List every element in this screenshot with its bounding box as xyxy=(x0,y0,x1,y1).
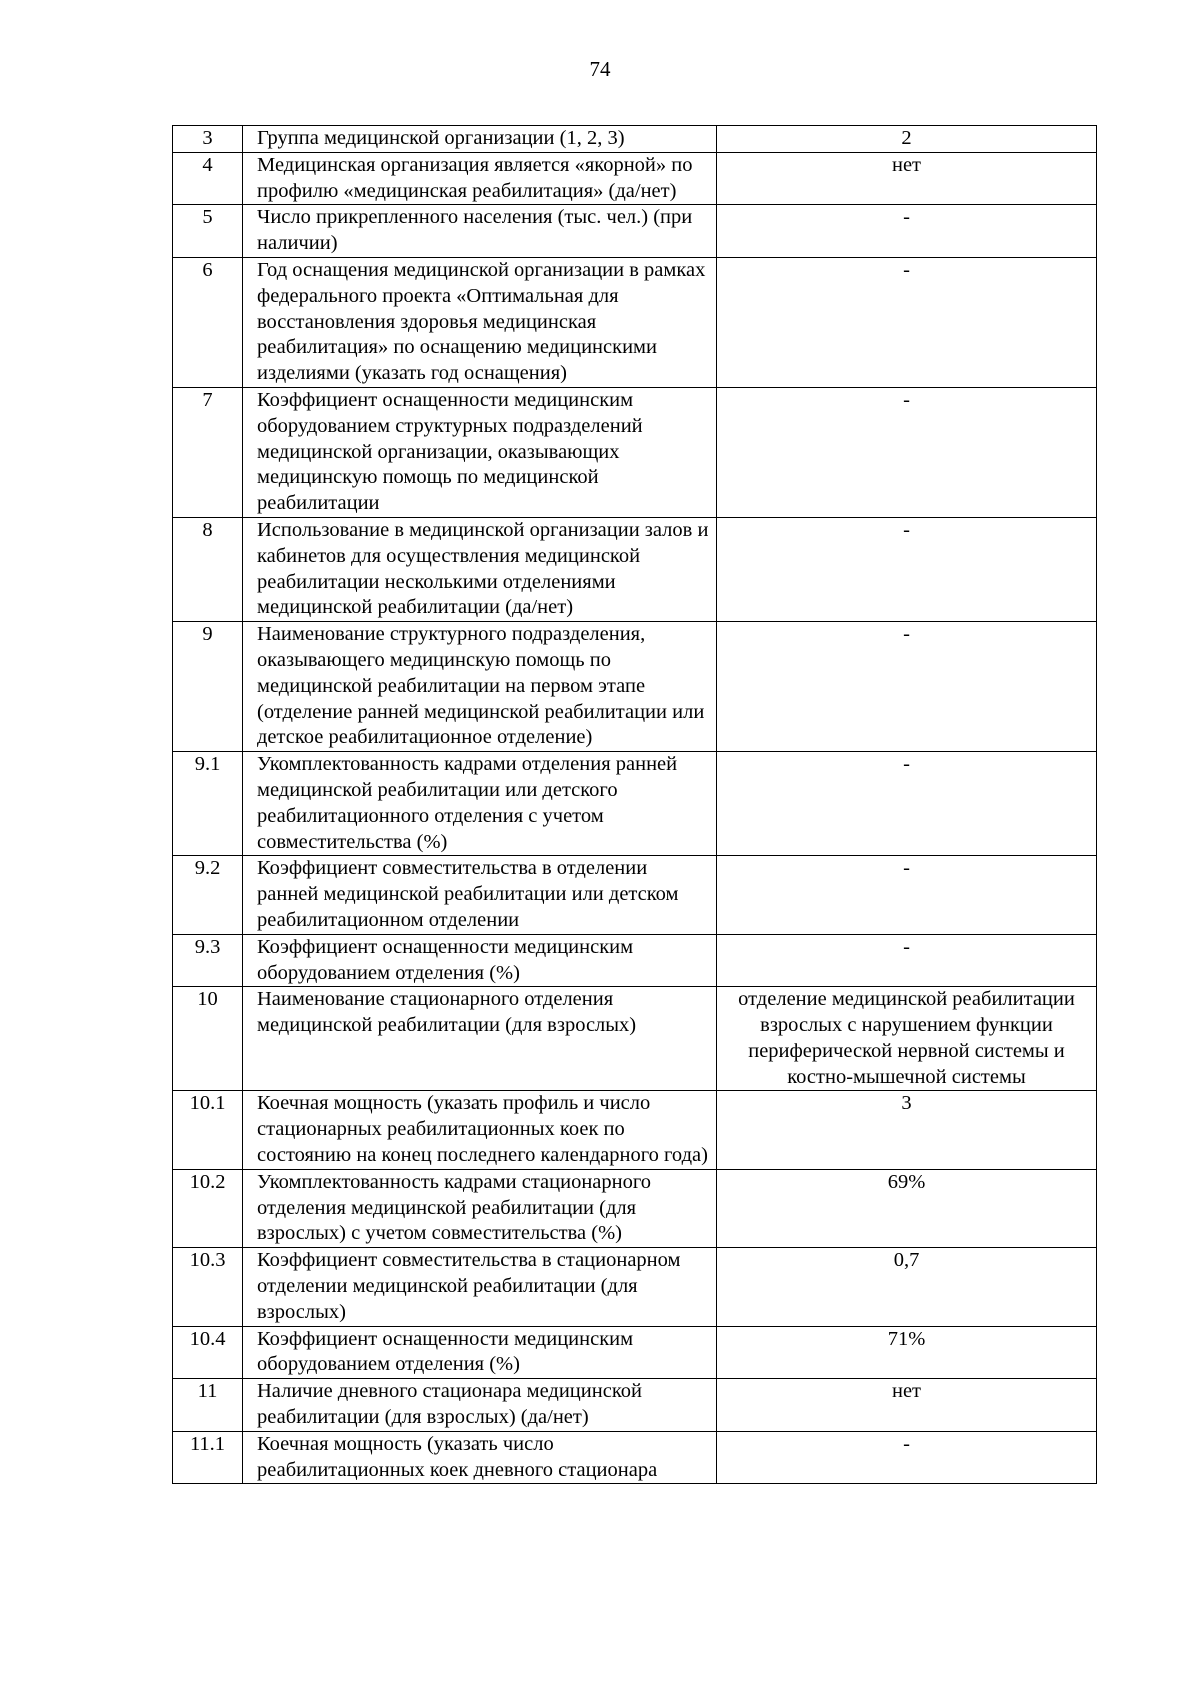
row-number: 10.3 xyxy=(173,1248,243,1326)
table-row xyxy=(173,934,1097,987)
row-value: - xyxy=(717,856,1097,934)
row-value: нет xyxy=(717,152,1097,205)
table-row xyxy=(173,1248,1097,1326)
row-number: 10.1 xyxy=(173,1091,243,1169)
row-description: Год оснащения медицинской организации в рамках федерального проекта «Оптимальная для восстановления здоровья медицинская реабилитация» по оснащению медицинскими изделиями (указать год оснащения) xyxy=(243,257,717,387)
row-description: Коечная мощность (указать число реабилитационных коек дневного стационара xyxy=(243,1431,717,1484)
row-description: Коэффициент совместительства в стационарном отделении медицинской реабилитации (для взрослых) xyxy=(243,1248,717,1326)
row-value: - xyxy=(717,622,1097,752)
table-row xyxy=(173,517,1097,621)
row-value: нет xyxy=(717,1379,1097,1432)
row-number: 6 xyxy=(173,257,243,387)
row-value: - xyxy=(717,205,1097,258)
row-number: 10.2 xyxy=(173,1169,243,1247)
table-row xyxy=(173,1431,1097,1484)
table-row xyxy=(173,856,1097,934)
row-number: 8 xyxy=(173,517,243,621)
row-number: 9.3 xyxy=(173,934,243,987)
row-value: 71% xyxy=(717,1326,1097,1379)
row-value: - xyxy=(717,1431,1097,1484)
table-row xyxy=(173,205,1097,258)
row-value: - xyxy=(717,752,1097,856)
table-row xyxy=(173,1326,1097,1379)
row-description: Наличие дневного стационара медицинской реабилитации (для взрослых) (да/нет) xyxy=(243,1379,717,1432)
row-description: Коэффициент оснащенности медицинским оборудованием отделения (%) xyxy=(243,934,717,987)
row-description: Наименование структурного подразделения, оказывающего медицинскую помощь по медицинской реабилитации на первом этапе (отделение ранней медицинской реабилитации или детское реабилитационное отделение) xyxy=(243,622,717,752)
row-value: - xyxy=(717,517,1097,621)
row-value: - xyxy=(717,257,1097,387)
table-row xyxy=(173,622,1097,752)
indicator-table xyxy=(172,125,1097,1484)
row-description: Наименование стационарного отделения медицинской реабилитации (для взрослых) xyxy=(243,987,717,1091)
row-number: 4 xyxy=(173,152,243,205)
table-row xyxy=(173,1169,1097,1247)
row-number: 11 xyxy=(173,1379,243,1432)
table-row xyxy=(173,987,1097,1091)
row-number: 9 xyxy=(173,622,243,752)
row-value: 2 xyxy=(717,126,1097,153)
row-value: - xyxy=(717,387,1097,517)
row-description: Укомплектованность кадрами стационарного отделения медицинской реабилитации (для взрослых) с учетом совместительства (%) xyxy=(243,1169,717,1247)
table-row xyxy=(173,1379,1097,1432)
row-description: Число прикрепленного населения (тыс. чел.) (при наличии) xyxy=(243,205,717,258)
row-number: 7 xyxy=(173,387,243,517)
row-description: Медицинская организация является «якорной» по профилю «медицинская реабилитация» (да/нет) xyxy=(243,152,717,205)
table-row xyxy=(173,257,1097,387)
table-row xyxy=(173,126,1097,153)
row-value: 69% xyxy=(717,1169,1097,1247)
row-number: 10.4 xyxy=(173,1326,243,1379)
row-description: Коэффициент совместительства в отделении ранней медицинской реабилитации или детском реабилитационном отделении xyxy=(243,856,717,934)
row-number: 3 xyxy=(173,126,243,153)
row-number: 11.1 xyxy=(173,1431,243,1484)
row-description: Коэффициент оснащенности медицинским оборудованием структурных подразделений медицинской организации, оказывающих медицинскую помощь по медицинской реабилитации xyxy=(243,387,717,517)
row-description: Группа медицинской организации (1, 2, 3) xyxy=(243,126,717,153)
row-value: 0,7 xyxy=(717,1248,1097,1326)
row-number: 9.2 xyxy=(173,856,243,934)
row-value: 3 xyxy=(717,1091,1097,1169)
row-value: - xyxy=(717,934,1097,987)
row-number: 10 xyxy=(173,987,243,1091)
row-description: Коэффициент оснащенности медицинским оборудованием отделения (%) xyxy=(243,1326,717,1379)
row-number: 5 xyxy=(173,205,243,258)
table-row xyxy=(173,387,1097,517)
row-description: Коечная мощность (указать профиль и число стационарных реабилитационных коек по состоянию на конец последнего календарного года) xyxy=(243,1091,717,1169)
row-description: Укомплектованность кадрами отделения ранней медицинской реабилитации или детского реабилитационного отделения с учетом совместительства (%) xyxy=(243,752,717,856)
table-row xyxy=(173,1091,1097,1169)
row-value: отделение медицинской реабилитации взрослых с нарушением функции периферической нервной системы и костно-мышечной системы xyxy=(717,987,1097,1091)
table-row xyxy=(173,152,1097,205)
row-number: 9.1 xyxy=(173,752,243,856)
table-row xyxy=(173,752,1097,856)
page-number: 74 xyxy=(589,57,611,81)
row-description: Использование в медицинской организации залов и кабинетов для осуществления медицинской реабилитации несколькими отделениями медицинской реабилитации (да/нет) xyxy=(243,517,717,621)
